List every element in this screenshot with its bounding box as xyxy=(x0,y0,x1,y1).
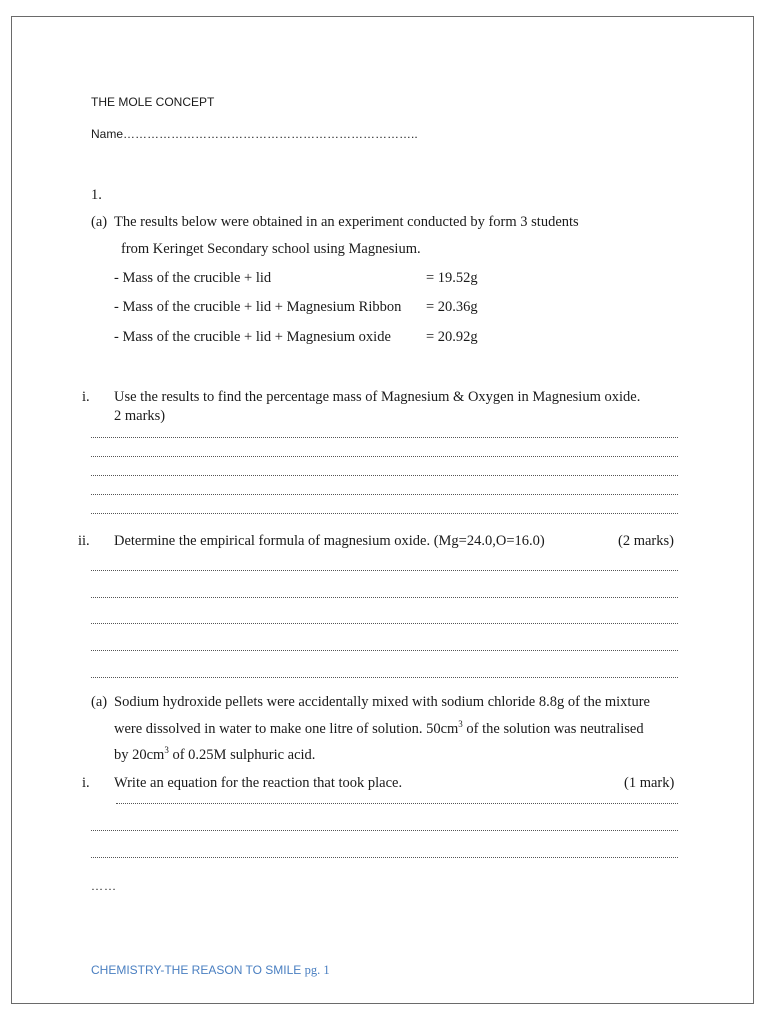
sub-b-i-label: i. xyxy=(82,775,90,791)
answer-line xyxy=(91,830,678,831)
answer-line xyxy=(91,513,678,514)
measurement-label: - Mass of the crucible + lid xyxy=(114,270,272,286)
answer-line xyxy=(91,456,678,457)
sub-i-line1: Use the results to find the percentage mass of Magnesium & Oxygen in Magnesium oxide. xyxy=(114,389,641,405)
measurement-value: = 20.92g xyxy=(426,329,478,345)
answer-line xyxy=(91,437,678,438)
part-b-line3: by $20cm^3$ of 0.25M sulphuric acid. xyxy=(114,745,316,763)
name-field: Name……………………………………………………………….. xyxy=(91,127,418,141)
trailing-dots: …… xyxy=(91,879,117,893)
answer-line xyxy=(91,677,678,678)
answer-line xyxy=(91,570,678,571)
sub-ii-text: Determine the empirical formula of magnesium oxide. (Mg=24.0,O=16.0) xyxy=(114,533,545,549)
answer-line xyxy=(91,597,678,598)
sub-ii-marks: (2 marks) xyxy=(618,533,674,549)
answer-line xyxy=(116,803,678,804)
document-page xyxy=(11,16,754,1004)
part-a-line2: from Keringet Secondary school using Magnesium. xyxy=(121,241,421,257)
part-b-line2: were dissolved in water to make one litre of solution. $50cm^3$ of the solution was neutralised xyxy=(114,719,644,737)
footer-text: CHEMISTRY-THE REASON TO SMILE xyxy=(91,963,302,977)
page-footer xyxy=(91,963,330,978)
sub-ii-label: ii. xyxy=(78,533,90,549)
measurement-value: = 19.52g xyxy=(426,270,478,286)
question-number: 1. xyxy=(91,187,102,203)
answer-line xyxy=(91,623,678,624)
measurement-label: - Mass of the crucible + lid + Magnesium Ribbon xyxy=(114,299,402,315)
sub-i-line2: 2 marks) xyxy=(114,408,166,424)
answer-line xyxy=(91,494,678,495)
measurement-value: = 20.36g xyxy=(426,299,478,315)
sub-b-i-text: Write an equation for the reaction that took place. xyxy=(114,775,403,791)
sub-b-i-marks: (1 mark) xyxy=(624,775,675,791)
answer-line xyxy=(91,857,678,858)
part-b-label: (a) xyxy=(91,694,108,710)
answer-line xyxy=(91,650,678,651)
answer-line xyxy=(91,475,678,476)
page-number: pg. 1 xyxy=(304,963,330,977)
part-b-line1: Sodium hydroxide pellets were accidentally mixed with sodium chloride 8.8g of the mixture xyxy=(114,694,650,710)
document-title: THE MOLE CONCEPT xyxy=(91,95,215,109)
part-a-label: (a) xyxy=(91,214,108,230)
sub-i-label: i. xyxy=(82,389,90,405)
part-a-line1: The results below were obtained in an experiment conducted by form 3 students xyxy=(114,214,579,230)
measurement-label: - Mass of the crucible + lid + Magnesium oxide xyxy=(114,329,391,345)
